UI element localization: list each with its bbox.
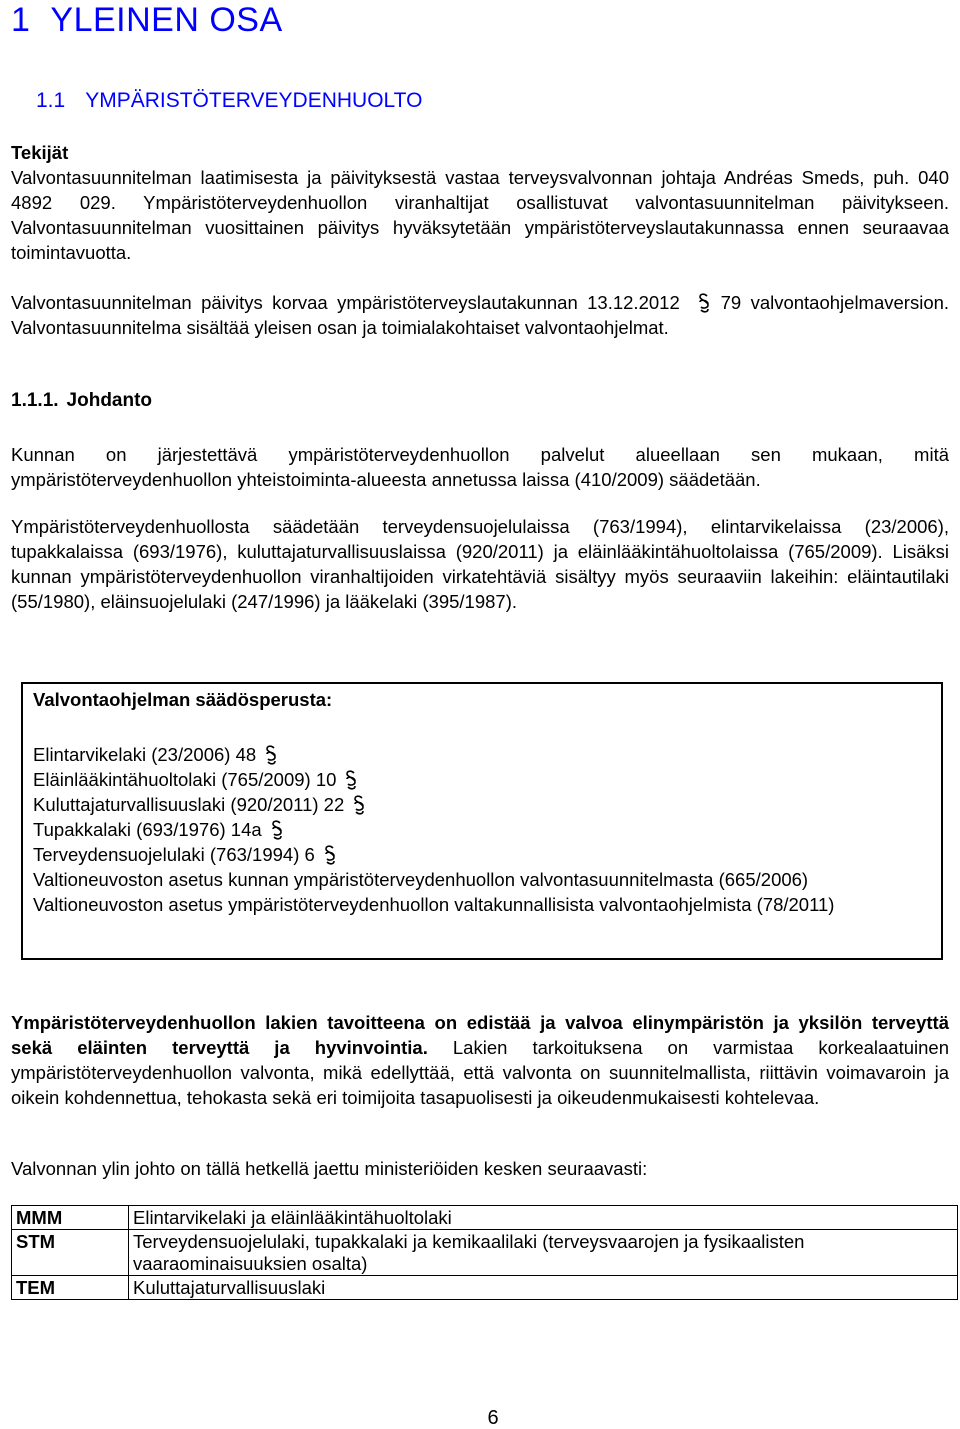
goal-paragraph xyxy=(11,1010,949,1110)
goal-paragraph-bold: Ympäristöterveydenhuollon lakien tavoitteena on edistää ja valvoa elinympäristön ja yksilön terveyttä sekä eläinten terveyttä ja hyvinvointia. xyxy=(11,1012,949,1058)
legal-basis-item xyxy=(33,817,929,842)
page-number: 6 xyxy=(487,1407,499,1429)
intro-paragraph-2: Ympäristöterveydenhuollosta säädetään terveydensuojelulaissa (763/1994), elintarvikelaissa (23/2006), tupakkalaissa (693/1976), kuluttajaturvallisuuslaissa (920/2011) ja eläinlääkintähuoltolaissa (765/2009). Lisäksi kunnan ympäristöterveydenhuollon viranhaltijoiden virkatehtäviä sisältyy myös seuraaviin lakeihin: eläintautilaki (55/1980), eläinsuojelulaki (247/1996) ja lääkelaki (395/1987). xyxy=(11,516,949,612)
legal-basis-item-text: Terveydensuojelulaki (763/1994) 6 xyxy=(33,844,315,865)
section-title: YMPÄRISTÖTERVEYDENHUOLTO xyxy=(85,89,423,112)
section-number: 1.1 xyxy=(36,89,66,112)
legal-basis-list xyxy=(33,742,929,917)
legal-basis-item xyxy=(33,767,929,792)
section-sign-icon xyxy=(264,744,278,766)
ministry-table xyxy=(11,1205,958,1300)
update-paragraph-end: 79 valvontaohjelmaversion. Valvontasuunnitelma sisältää yleisen osan ja toimialakohtaiset valvontaohjelmat. xyxy=(11,292,950,338)
intro-paragraph-1: Kunnan on järjestettävä ympäristöterveydenhuollon palvelut alueellaan sen mukaan, mitä ympäristöterveydenhuollon yhteistoiminta-alueesta annetussa laissa (410/2009) säädetään. xyxy=(11,444,949,490)
legal-basis-item-text: Valtioneuvoston asetus ympäristöterveydenhuollon valtakunnallisista valvontaohjelmista (78/2011) xyxy=(33,894,835,915)
legal-basis-item xyxy=(33,842,929,867)
section-sign-icon xyxy=(323,844,337,866)
legal-basis-item-text: Tupakkalaki (693/1976) 14a xyxy=(33,819,262,840)
legal-basis-item xyxy=(33,742,929,767)
legal-basis-item xyxy=(33,867,929,892)
ministry-intro: Valvonnan ylin johto on tällä hetkellä jaettu ministeriöiden kesken seuraavasti: xyxy=(11,1158,648,1179)
ministry-laws: Elintarvikelaki ja eläinlääkintähuoltolaki xyxy=(129,1206,958,1230)
ministry-laws: Kuluttajaturvallisuuslaki xyxy=(129,1276,958,1300)
section-sign-icon xyxy=(352,794,366,816)
legal-basis-item xyxy=(33,892,929,917)
goal-paragraph-rest: Lakien tarkoituksena on varmistaa korkealaatuinen ympäristöterveydenhuollon valvonta, mikä edellyttää, että valvonta on suunnitelmallista, riittävin voimavaroin ja oikein kohdennettua, tehokasta sekä eri toimijoita tasapuolisesti ja oikeudenmukaisesti kohtelevaa. xyxy=(11,1037,949,1108)
legal-basis-title: Valvontaohjelman säädösperusta: xyxy=(33,689,333,710)
update-paragraph xyxy=(11,290,949,340)
legal-basis-item-text: Valtioneuvoston asetus kunnan ympäristöterveydenhuollon valvontasuunnitelmasta (665/2006) xyxy=(33,869,809,890)
section-sign-icon xyxy=(344,769,358,791)
update-paragraph-start: Valvontasuunnitelman päivitys korvaa ympäristöterveyslautakunnan 13.12.2012 xyxy=(11,292,680,313)
legal-basis-item xyxy=(33,792,929,817)
ministry-intro-block xyxy=(11,1156,949,1181)
subsection-title: Johdanto xyxy=(66,390,153,411)
subsection-number: 1.1.1. xyxy=(11,390,59,411)
ministry-abbreviation: TEM xyxy=(12,1276,129,1300)
ministry-row xyxy=(12,1276,958,1300)
ministry-laws: Terveydensuojelulaki, tupakkalaki ja kemikaalilaki (terveysvaarojen ja fysikaalisten vaaraominaisuuksien osalta) xyxy=(129,1230,958,1276)
ministry-abbreviation: STM xyxy=(12,1230,129,1276)
intro-paragraph-1-block xyxy=(11,442,949,492)
legal-basis-box xyxy=(21,682,943,960)
legal-basis-item-text: Eläinlääkintähuoltolaki (765/2009) 10 xyxy=(33,769,337,790)
ministry-row xyxy=(12,1206,958,1230)
ministry-row xyxy=(12,1230,958,1276)
legal-basis-item-text: Elintarvikelaki (23/2006) 48 xyxy=(33,744,257,765)
ministry-abbreviation: MMM xyxy=(12,1206,129,1230)
authors-label: Tekijät xyxy=(11,142,69,163)
section-sign-icon xyxy=(697,292,711,314)
subsection-heading xyxy=(11,388,949,413)
chapter-number: 1 xyxy=(11,1,31,39)
intro-paragraph-2-block xyxy=(11,514,949,614)
authors-block xyxy=(11,140,949,265)
goal-paragraph-block xyxy=(11,1010,949,1110)
introduction-heading-block xyxy=(11,388,949,413)
authors-paragraph: Valvontasuunnitelman laatimisesta ja päivityksestä vastaa terveysvalvonnan johtaja Andréas Smeds, puh. 040 4892 029. Ympäristöterveydenhuollon viranhaltijat osallistuvat valvontasuunnitelman päivitykseen. Valvontasuunnitelman vuosittainen päivitys hyväksytetään ympäristöterveyslautakunnassa ennen seuraavaa toimintavuotta. xyxy=(11,167,949,263)
section-sign-icon xyxy=(270,819,284,841)
chapter-heading xyxy=(11,0,283,40)
section-heading xyxy=(36,86,422,116)
legal-basis-item-text: Kuluttajaturvallisuuslaki (920/2011) 22 xyxy=(33,794,345,815)
chapter-title: YLEINEN OSA xyxy=(50,1,283,39)
update-paragraph-block xyxy=(11,290,949,340)
